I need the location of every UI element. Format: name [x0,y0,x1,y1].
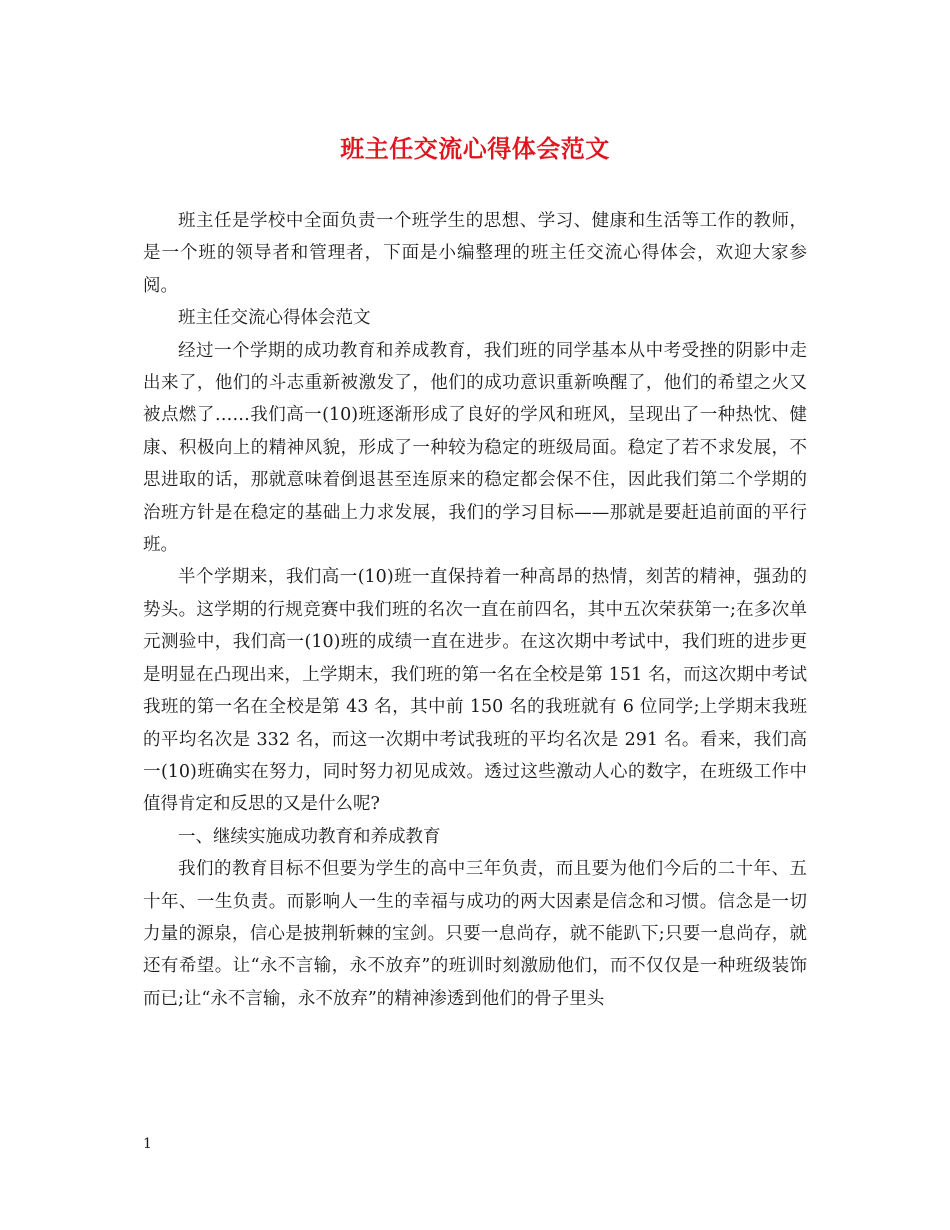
body-paragraph: 我们的教育目标不但要为学生的高中三年负责，而且要为他们今后的二十年、五十年、一生负责。而影响人一生的幸福与成功的两大因素是信念和习惯。信念是一切力量的源泉，信心是披荆斩棘的宝剑。只要一息尚存，就不能趴下;只要一息尚存，就还有希望。让“永不言输，永不放弃”的班训时刻激励他们，而不仅仅是一种班级装饰而已;让“永不言输，永不放弃”的精神渗透到他们的骨子里头 [143,859,807,1009]
section-heading: 班主任交流心得体会范文 [178,308,371,329]
body-paragraph: 半个学期来，我们高一(10)班一直保持着一种高昂的热情，刻苦的精神，强劲的势头。这学期的行规竞赛中我们班的名次一直在前四名，其中五次荣获第一;在多次单元测验中，我们高一(10)班的成绩一直在进步。在这次期中考试中，我们班的进步更是明显在凸现出来，上学期末，我们班的第一名在全校是第 151 名，而这次期中考试我班的第一名在全校是第 43 名，其中前 150 名的我班就有 6 位同学;上学期末我班的平均名次是 332 名，而这一次期中考试我班的平均名次是 291 名。看来，我们高一(10)班确实在努力，同时努力初见成效。透过这些激动人心的数字，在班级工作中值得肯定和反思的又是什么呢? [143,567,807,815]
body-paragraph: 经过一个学期的成功教育和养成教育，我们班的同学基本从中考受挫的阴影中走出来了，他们的斗志重新被激发了，他们的成功意识重新唤醒了，他们的希望之火又被点燃了……我们高一(10)班逐渐形成了良好的学风和班风，呈现出了一种热忱、健康、积极向上的精神风貌，形成了一种较为稳定的班级局面。稳定了若不求发展，不思进取的话，那就意味着倒退甚至连原来的稳定都会保不住，因此我们第二个学期的治班方针是在稳定的基础上力求发展，我们的学习目标——那就是要赶追前面的平行班。 [143,340,807,556]
intro-paragraph: 班主任是学校中全面负责一个班学生的思想、学习、健康和生活等工作的教师，是一个班的领导者和管理者，下面是小编整理的班主任交流心得体会，欢迎大家参阅。 [143,211,807,296]
page-number: 1 [143,1136,152,1152]
document-title: 班主任交流心得体会范文 [340,134,610,163]
document-body [143,205,807,1015]
subsection-heading: 一、继续实施成功教育和养成教育 [178,826,441,847]
